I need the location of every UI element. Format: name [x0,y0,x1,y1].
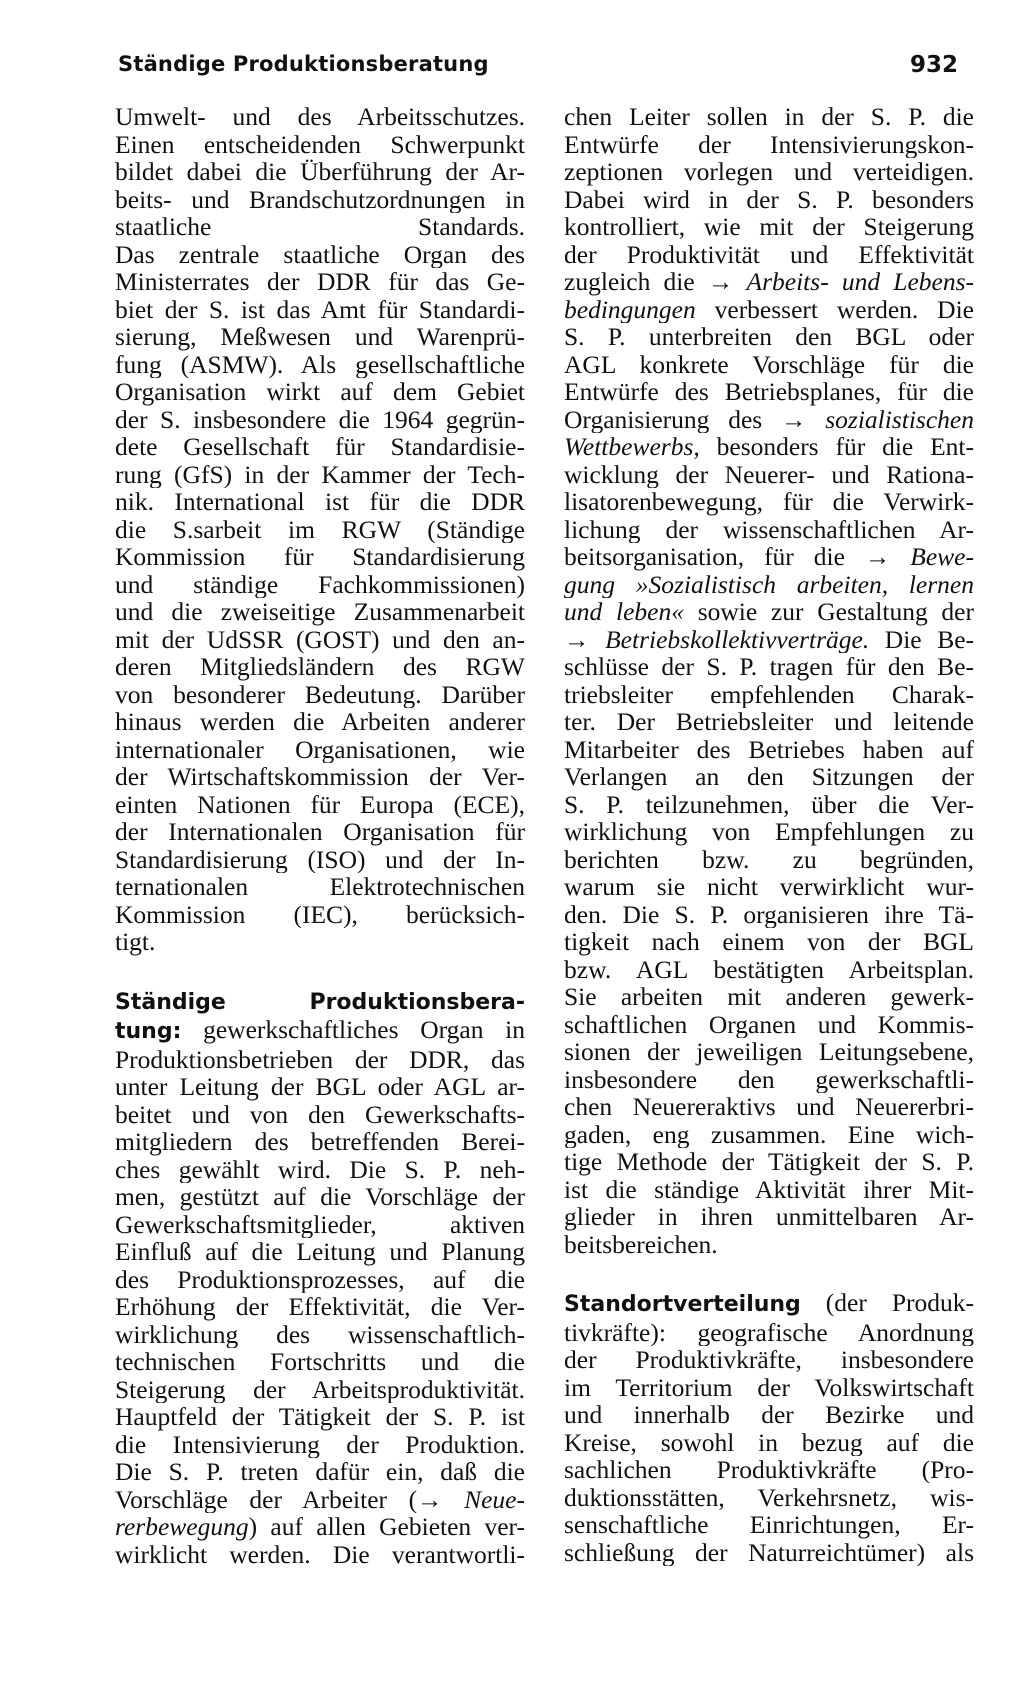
cross-reference-term: Betriebskollektivverträge. [605,625,870,653]
cross-reference-term: Neue- [464,1485,525,1513]
left-text-line: bildet dabei die Überführung der Ar- [115,158,525,186]
left-text-line: technischen Fortschritts und die [115,1348,525,1376]
left-text-line: Einen entscheidenden Schwerpunkt [115,130,525,158]
cross-reference-term: Bewe- [910,543,974,571]
right-text-line: und innerhalb der Bezirke und [564,1401,974,1429]
entry-keyword: Ständige Produktionsbera- [115,989,525,1015]
right-text-line: der Produktivität und Effektivität [564,240,974,268]
left-text-line: Die S. P. treten dafür ein, daß die [115,1458,525,1486]
paragraph-gap [115,956,525,987]
cross-reference-term: bedingungen [564,295,696,323]
left-text-line: Umwelt- und des Arbeitsschutzes. [115,103,525,131]
right-text-line: wirklichung von Empfehlungen zu [564,818,974,846]
left-text-line: deren Mitgliedsländern des RGW [115,653,525,681]
left-text-line: Kommission (IEC), berücksich- [115,900,525,928]
right-text-line: triebsleiter empfehlenden Charak- [564,680,974,708]
right-text-line: ter. Der Betriebsleiter und leitende [564,708,974,736]
right-text-line: chen Neuereraktivs und Neuererbri- [564,1093,974,1121]
left-text-line: internationaler Organisationen, wie [115,735,525,763]
right-text-line: lichung der wissenschaftlichen Ar- [564,515,974,543]
text-column-right [564,103,974,1566]
page-number: 932 [909,52,958,78]
left-text-line: men, gestützt auf die Vorschläge der [115,1183,525,1211]
right-text-line: Wettbewerbs, besonders für die Ent- [564,433,974,461]
left-text-line: der Wirtschaftskommission der Ver- [115,763,525,791]
right-text-line: S. P. teilzunehmen, über die Ver- [564,790,974,818]
left-text-line: fung (ASMW). Als gesellschaftliche [115,350,525,378]
right-text-line: bedingungen verbessert werden. Die [564,295,974,323]
left-text-line: nik. International ist für die DDR [115,488,525,516]
right-text-line [564,571,974,599]
right-text-line: duktionsstätten, Verkehrsnetz, wis- [564,1483,974,1511]
right-text-line: den. Die S. P. organisieren ihre Tä- [564,900,974,928]
right-text-line: AGL konkrete Vorschläge für die [564,350,974,378]
left-text-line: biet der S. ist das Amt für Standardi- [115,295,525,323]
right-text-line: Standortverteilung (der Produk- [564,1289,974,1317]
entry-keyword: Standortverteilung [564,1292,801,1317]
right-text-line: glieder in ihren unmittelbaren Ar- [564,1203,974,1231]
left-text-line: Organisation wirkt auf dem Gebiet [115,378,525,406]
right-text-line: ist die ständige Aktivität ihrer Mit- [564,1175,974,1203]
right-text-line: S. P. unterbreiten den BGL oder [564,323,974,351]
right-text-line: tigkeit nach einem von der BGL [564,928,974,956]
left-text-line: die Intensivierung der Produktion. [115,1430,525,1458]
left-text-line: beits- und Brandschutzordnungen in [115,185,525,213]
right-text-line: Verlangen an den Sitzungen der [564,763,974,791]
left-text-line: ternationalen Elektrotechnischen [115,873,525,901]
cross-reference-term: rerbewegung [115,1513,249,1541]
left-text-line: und die zweiseitige Zusammenarbeit [115,598,525,626]
right-text-line: schaftlichen Organen und Kommis- [564,1010,974,1038]
left-text-line: Einfluß auf die Leitung und Planung [115,1238,525,1266]
left-text-line [115,987,525,1017]
right-text-line: und leben« sowie zur Gestaltung der [564,598,974,626]
right-text-line: lisatorenbewegung, für die Verwirk- [564,488,974,516]
right-text-line: chen Leiter sollen in der S. P. die [564,103,974,131]
right-text-line: Dabei wird in der S. P. besonders [564,185,974,213]
right-text-line: bzw. AGL bestätigten Arbeitsplan. [564,955,974,983]
left-text-line: Vorschläge der Arbeiter (→ Neue- [115,1485,525,1513]
left-text-line: die S.sarbeit im RGW (Ständige [115,515,525,543]
left-text-line: beitet und von den Gewerkschafts- [115,1100,525,1128]
right-text-line: schlüsse der S. P. tragen für den Be- [564,653,974,681]
right-text-line: beitsorganisation, für die → Bewe- [564,543,974,571]
right-text-line: im Territorium der Volkswirtschaft [564,1373,974,1401]
left-text-line: Produktionsbetrieben der DDR, das [115,1045,525,1073]
left-text-line: Das zentrale staatliche Organ des [115,240,525,268]
left-text-line: der Internationalen Organisation für [115,818,525,846]
cross-reference-term: gung »Sozialistisch arbeiten, lernen [564,570,974,598]
right-text-line: wicklung der Neuerer- und Rationa- [564,460,974,488]
left-text-line: sierung, Meßwesen und Warenprü- [115,323,525,351]
right-text-line: Sie arbeiten mit anderen gewerk- [564,983,974,1011]
right-text-line: sachlichen Produktivkräfte (Pro- [564,1456,974,1484]
left-text-line: Standardisierung (ISO) und der In- [115,845,525,873]
right-text-line: beitsbereichen. [564,1230,718,1258]
right-text-line: Kreise, sowohl in bezug auf die [564,1428,974,1456]
right-text-line: tivkräfte): geografische Anordnung [564,1318,974,1346]
left-text-line: ches gewählt wird. Die S. P. neh- [115,1155,525,1183]
right-text-line: Entwürfe des Betriebsplanes, für die [564,378,974,406]
left-text-line: Steigerung der Arbeitsproduktivität. [115,1375,525,1403]
left-text-line: Erhöhung der Effektivität, die Ver- [115,1293,525,1321]
left-text-line: Gewerkschaftsmitglieder, aktiven [115,1210,525,1238]
cross-reference-term: Wettbewerbs, [564,433,700,461]
left-text-line: staatliche Standards. [115,213,525,241]
right-text-line: zeptionen vorlegen und verteidigen. [564,158,974,186]
left-text-line: mit der UdSSR (GOST) und den an- [115,625,525,653]
left-text-line: wirklicht werden. Die verantwortli- [115,1540,525,1568]
left-text-line: Ministerrates der DDR für das Ge- [115,268,525,296]
left-text-line: tung: gewerkschaftliches Organ in [115,1016,525,1044]
running-head-title: Ständige Produktionsberatung [118,52,489,76]
left-text-line: mitgliedern des betreffenden Berei- [115,1128,525,1156]
left-text-line: Hauptfeld der Tätigkeit der S. P. ist [115,1403,525,1431]
right-text-line: warum sie nicht verwirklicht wur- [564,873,974,901]
left-text-line: unter Leitung der BGL oder AGL ar- [115,1073,525,1101]
left-text-line: der S. insbesondere die 1964 gegrün- [115,405,525,433]
left-text-line: von besonderer Bedeutung. Darüber [115,680,525,708]
right-text-line: Mitarbeiter des Betriebes haben auf [564,735,974,763]
cross-reference-term: sozialistischen [825,405,974,433]
right-text-line: senschaftliche Einrichtungen, Er- [564,1511,974,1539]
right-text-line: schließung der Naturreichtümer) als [564,1538,974,1566]
left-text-line: einten Nationen für Europa (ECE), [115,790,525,818]
right-text-line: sionen der jeweiligen Leitungsebene, [564,1038,974,1066]
right-text-line: insbesondere den gewerkschaftli- [564,1065,974,1093]
left-text-line: dete Gesellschaft für Standardisie- [115,433,525,461]
cross-reference-term: Arbeits- und Lebens- [746,268,974,296]
right-text-line: zugleich die → Arbeits- und Lebens- [564,268,974,296]
cross-reference-term: und leben« [564,598,684,626]
right-text-line: kontrolliert, wie mit der Steigerung [564,213,974,241]
entry-keyword: tung: [115,1019,182,1044]
right-text-line: gaden, eng zusammen. Eine wich- [564,1120,974,1148]
left-text-line: Kommission für Standardisierung [115,543,525,571]
left-text-line: des Produktionsprozesses, auf die [115,1265,525,1293]
left-text-line: hinaus werden die Arbeiten anderer [115,708,525,736]
right-text-line: Organisierung des → sozialistischen [564,405,974,433]
left-text-line: tigt. [115,928,156,956]
paragraph-gap [564,1258,974,1289]
right-text-line: tige Methode der Tätigkeit der S. P. [564,1148,974,1176]
right-text-line: berichten bzw. zu begründen, [564,845,974,873]
left-text-line: rung (GfS) in der Kammer der Tech- [115,460,525,488]
text-column-left [115,103,525,1568]
right-text-line: Entwürfe der Intensivierungskon- [564,130,974,158]
left-text-line: wirklichung des wissenschaftlich- [115,1320,525,1348]
right-text-line: → Betriebskollektivverträge. Die Be- [564,625,974,653]
right-text-line: der Produktivkräfte, insbesondere [564,1346,974,1374]
left-text-line: rerbewegung) auf allen Gebieten ver- [115,1513,525,1541]
left-text-line: und ständige Fachkommissionen) [115,570,525,598]
